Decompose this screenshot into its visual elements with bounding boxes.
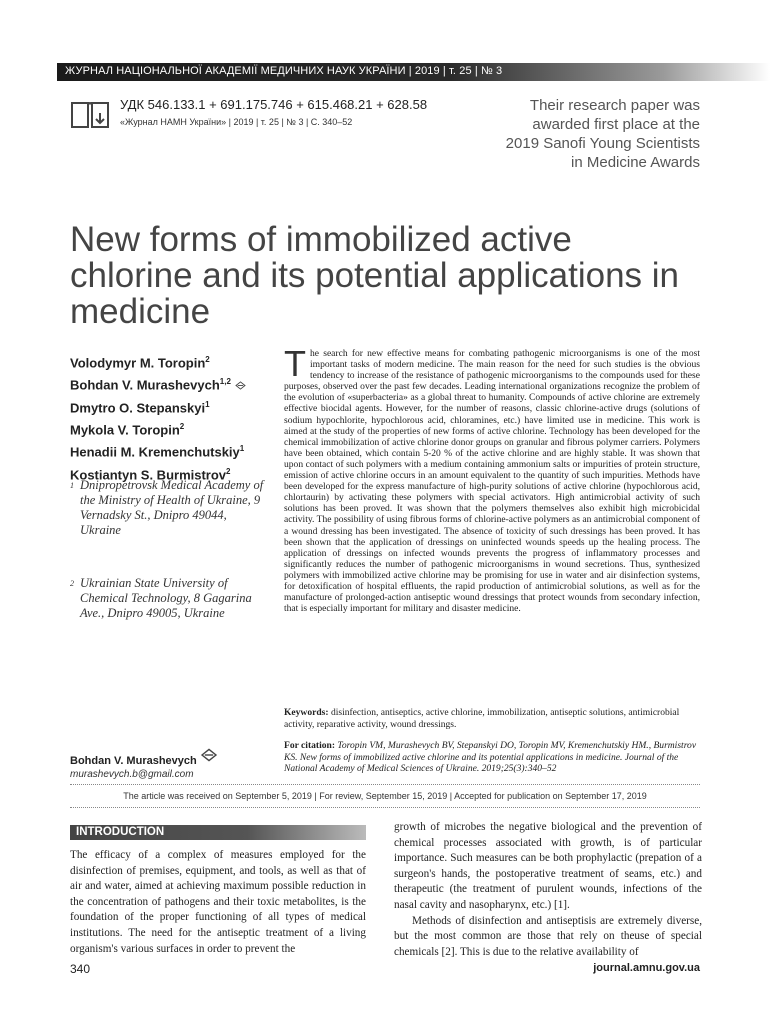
drop-cap: T [284, 343, 306, 384]
for-citation [284, 740, 700, 775]
author: Mykola V. Toropin$^2$ [70, 421, 185, 438]
section-heading [70, 825, 366, 840]
intro-column-1 [70, 848, 366, 957]
abstract-text: he search for new effective means for combating pathogenic microorganisms is one of the most important tasks of modern medicine. The main reason for the need for such studies is the obvious tendency to increase of the resistance of pathogenic microorganisms to the compounds used for these purposes, observed over the past few decades. Leading international organizations recognize the problem of the evolution of «superbacteria» as a global threat to humanity. Compounds of active chlorine are extremely effective biocidal agents. However, for the number of reasons, classic chlorine-active drugs (solutions of sodium hypochlorite, hypochlorous acid, chloramines, etc.) have limited use in medicine. This work is aimed at the study of the properties of new forms of active chlorine. Technology has been developed for the chemical immobilization of active chlorine donor groups on granular and fibrous polymer carriers. Polymers have been obtained, which contain 5-20 % of the active chlorine and are highly stable. It was shown that upon contact of such polymers with a medium containing ammonium salts or impurities of protein structure, emission of active chlorine occurs in an amount equivalent to the quantity of such impurities. Methods have been developed for the express manufacture of high-purity solutions of active chlorine (hypochlorous acid, chlortaurin) by activating these polymers with special activators. High antimicrobial activity of such solutions has been proved. It was shown that the polymers themselves also exhibit high microbicidal activity. The possibility of using fibrous forms of chlorine-active polymers as an antimicrobial component of a wound dressing has been investigated. The absence of toxicity of such dressings has been proved. It has been shown that the application of dressings on uninfected wounds speeds up the healing process. The application of dressings on infected wounds prevents the progress of inflammatory processes and significantly reduces the number of pathogenic microorganisms in wound secretions. Thus, synthesized polymers with immobilized active chlorine may be promising for use in water and air disinfection systems, for detoxification of hospital effluents, the rapid production of antimicrobial solutions, as well as for the manufacture of prolonged-action antiseptic wound dressings that protect wounds from secondary infection, that is especially important for military and disaster medicine. [284, 348, 700, 615]
journal-citation-line: «Журнал НАМН України» | 2019 | т. 25 | № 3 | С. 340–52 [120, 117, 353, 127]
journal-url[interactable]: journal.amnu.gov.ua [593, 962, 700, 974]
author: Kostiantyn S. Burmistrov$^2$ [70, 466, 231, 482]
divider [70, 807, 700, 808]
author: Bohdan V. Murashevych$^{1,2}$ [70, 372, 285, 394]
orcid-icon[interactable] [200, 748, 218, 762]
intro-paragraph: The efficacy of a complex of measures employed for the disinfection of premises, equipment, and tools, as well as that of air and water, aimed at achieving maximum possible reduction in the concentration of pathogens and their toxic metabolites, is the foundation of the proper functioning of all types of medical institutions. The need for the antiseptic treatment of a living organism's various surfaces in order to prevent the [70, 849, 366, 955]
for-citation-text: Toropin VM, Murashevych BV, Stepanskyi DO, Toropin MV, Kremenchutskiy HM., Burmistrov KS. New forms of immobilized active chlorine and its potential applications in medicine. Journal of the National Academy of Medical Sciences of Ukraine. 2019;25(3):340–52 [284, 740, 697, 774]
book-icon [70, 99, 110, 131]
correspondence-name: Bohdan V. Murashevych [70, 748, 280, 767]
author: Volodymyr M. Toropin$^2$ [70, 355, 210, 371]
udk-code: УДК 546.133.1 + 691.175.746 + 615.468.21 + 628.58 [120, 97, 428, 112]
intro-paragraph: Methods of disinfection and antiseptisis are extremely diverse, but the most common are those that rely on theuse of special chemicals [2]. This is due to the relative availability of [394, 914, 702, 958]
author: Dmytro O. Stepanskyi$^1$ [70, 399, 210, 415]
award-note: Their research paper was awarded first place at the 2019 Sanofi Young Scientists in Medicine Awards [505, 97, 700, 171]
received-dates: The article was received on September 5, 2019 | For review, September 15, 2019 | Accepted for publication on September 17, 2019 [123, 791, 647, 801]
section-heading-text: INTRODUCTION [76, 826, 165, 838]
orcid-icon[interactable] [235, 381, 246, 390]
author-list [70, 350, 285, 484]
abstract [284, 343, 700, 615]
correspondence [70, 748, 280, 780]
journal-header-text: ЖУРНАЛ НАЦІОНАЛЬНОЇ АКАДЕМІЇ МЕДИЧНИХ НАУК УКРАЇНИ | 2019 | т. 25 | № 3 [65, 65, 503, 77]
keywords-text: disinfection, antiseptics, active chlorine, immobilization, antiseptic solutions, antimicrobial activity, reparative activity, wound dressings. [284, 707, 680, 730]
page-number: 340 [70, 962, 91, 976]
correspondence-email[interactable]: murashevych.b@gmail.com [70, 769, 194, 780]
affiliation-2: 2 Ukrainian State University of Chemical Technology, 8 Gagarina Ave., Dnipro 49005, Ukraine [70, 576, 252, 620]
author: Henadii M. Kremenchutskiy$^1$ [70, 444, 245, 460]
intro-column-2 [394, 820, 702, 960]
article-title: New forms of immobilized active chlorine and its potential applications in medicine [70, 220, 679, 331]
divider [70, 784, 700, 785]
intro-paragraph: growth of microbes the negative biological and the prevention of chemical processes associated with growth, is of particular importance. Such measures can be both prophylactic (prepation of a surgeon's hands, the postoperative treatment of seams, etc.) and therapeutic (the treatment of purulent wounds, infections of the nasal cavity and nasopharynx, etc.) [1]. [394, 821, 702, 911]
keywords-label: Keywords: [284, 707, 329, 718]
for-citation-label: For citation: [284, 740, 335, 751]
keywords [284, 707, 700, 730]
affiliation-1: 1 Dnipropetrovsk Medical Academy of the Ministry of Health of Ukraine, 9 Vernadsky St., Dnipro 49044, Ukraine [70, 478, 264, 537]
journal-header-bar [57, 63, 770, 81]
